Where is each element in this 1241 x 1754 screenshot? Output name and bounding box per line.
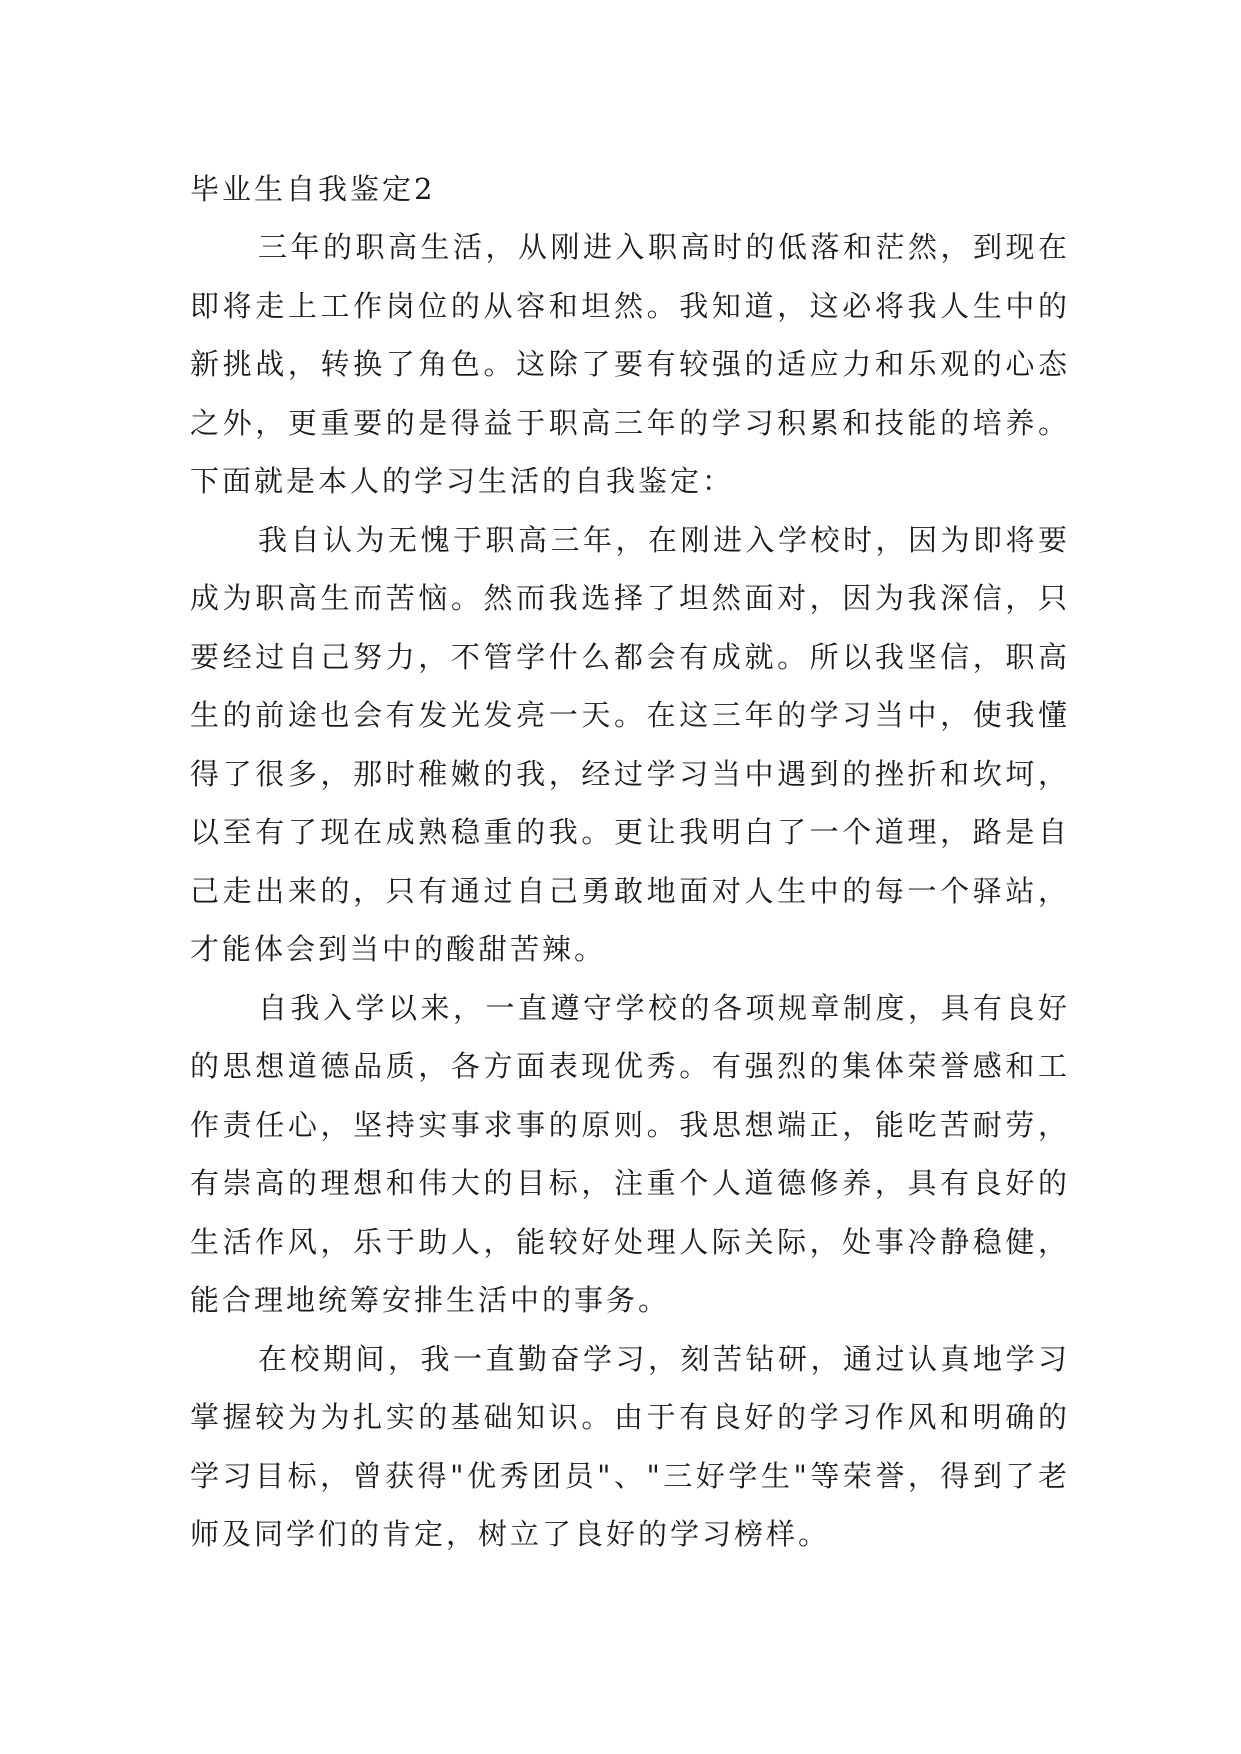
paragraph-3: 自我入学以来，一直遵守学校的各项规章制度，具有良好的思想道德品质，各方面表现优秀。有强烈的集体荣誉感和工作责任心，坚持实事求事的原则。我思想端正，能吃苦耐劳，有崇高的理想和伟大的目标，注重个人道德修养，具有良好的生活作风，乐于助人，能较好处理人际关际，处事冷静稳健，能合理地统筹安排生活中的事务。 <box>190 990 1070 1317</box>
paragraph-1: 三年的职高生活，从刚进入职高时的低落和茫然，到现在即将走上工作岗位的从容和坦然。我知道，这必将我人生中的新挑战，转换了角色。这除了要有较强的适应力和乐观的心态之外，更重要的是得益于职高三年的学习积累和技能的培养。下面就是本人的学习生活的自我鉴定： <box>190 230 1070 498</box>
document-title: 毕业生自我鉴定2 <box>190 172 436 206</box>
paragraph-2: 我自认为无愧于职高三年，在刚进入学校时，因为即将要成为职高生而苦恼。然而我选择了坦然面对，因为我深信，只要经过自己努力，不管学什么都会有成就。所以我坚信，职高生的前途也会有发光发亮一天。在这三年的学习当中，使我懂得了很多，那时稚嫩的我，经过学习当中遇到的挫折和坎坷，以至有了现在成熟稳重的我。更让我明白了一个道理，路是自己走出来的，只有通过自己勇敢地面对人生中的每一个驿站，才能体会到当中的酸甜苦辣。 <box>190 522 1070 966</box>
document-body <box>190 160 1070 1564</box>
paragraph-4: 在校期间，我一直勤奋学习，刻苦钻研，通过认真地学习掌握较为为扎实的基础知识。由于有良好的学习作风和明确的学习目标，曾获得"优秀团员"、"三好学生"等荣誉，得到了老师及同学们的肯定，树立了良好的学习榜样。 <box>190 1341 1070 1551</box>
